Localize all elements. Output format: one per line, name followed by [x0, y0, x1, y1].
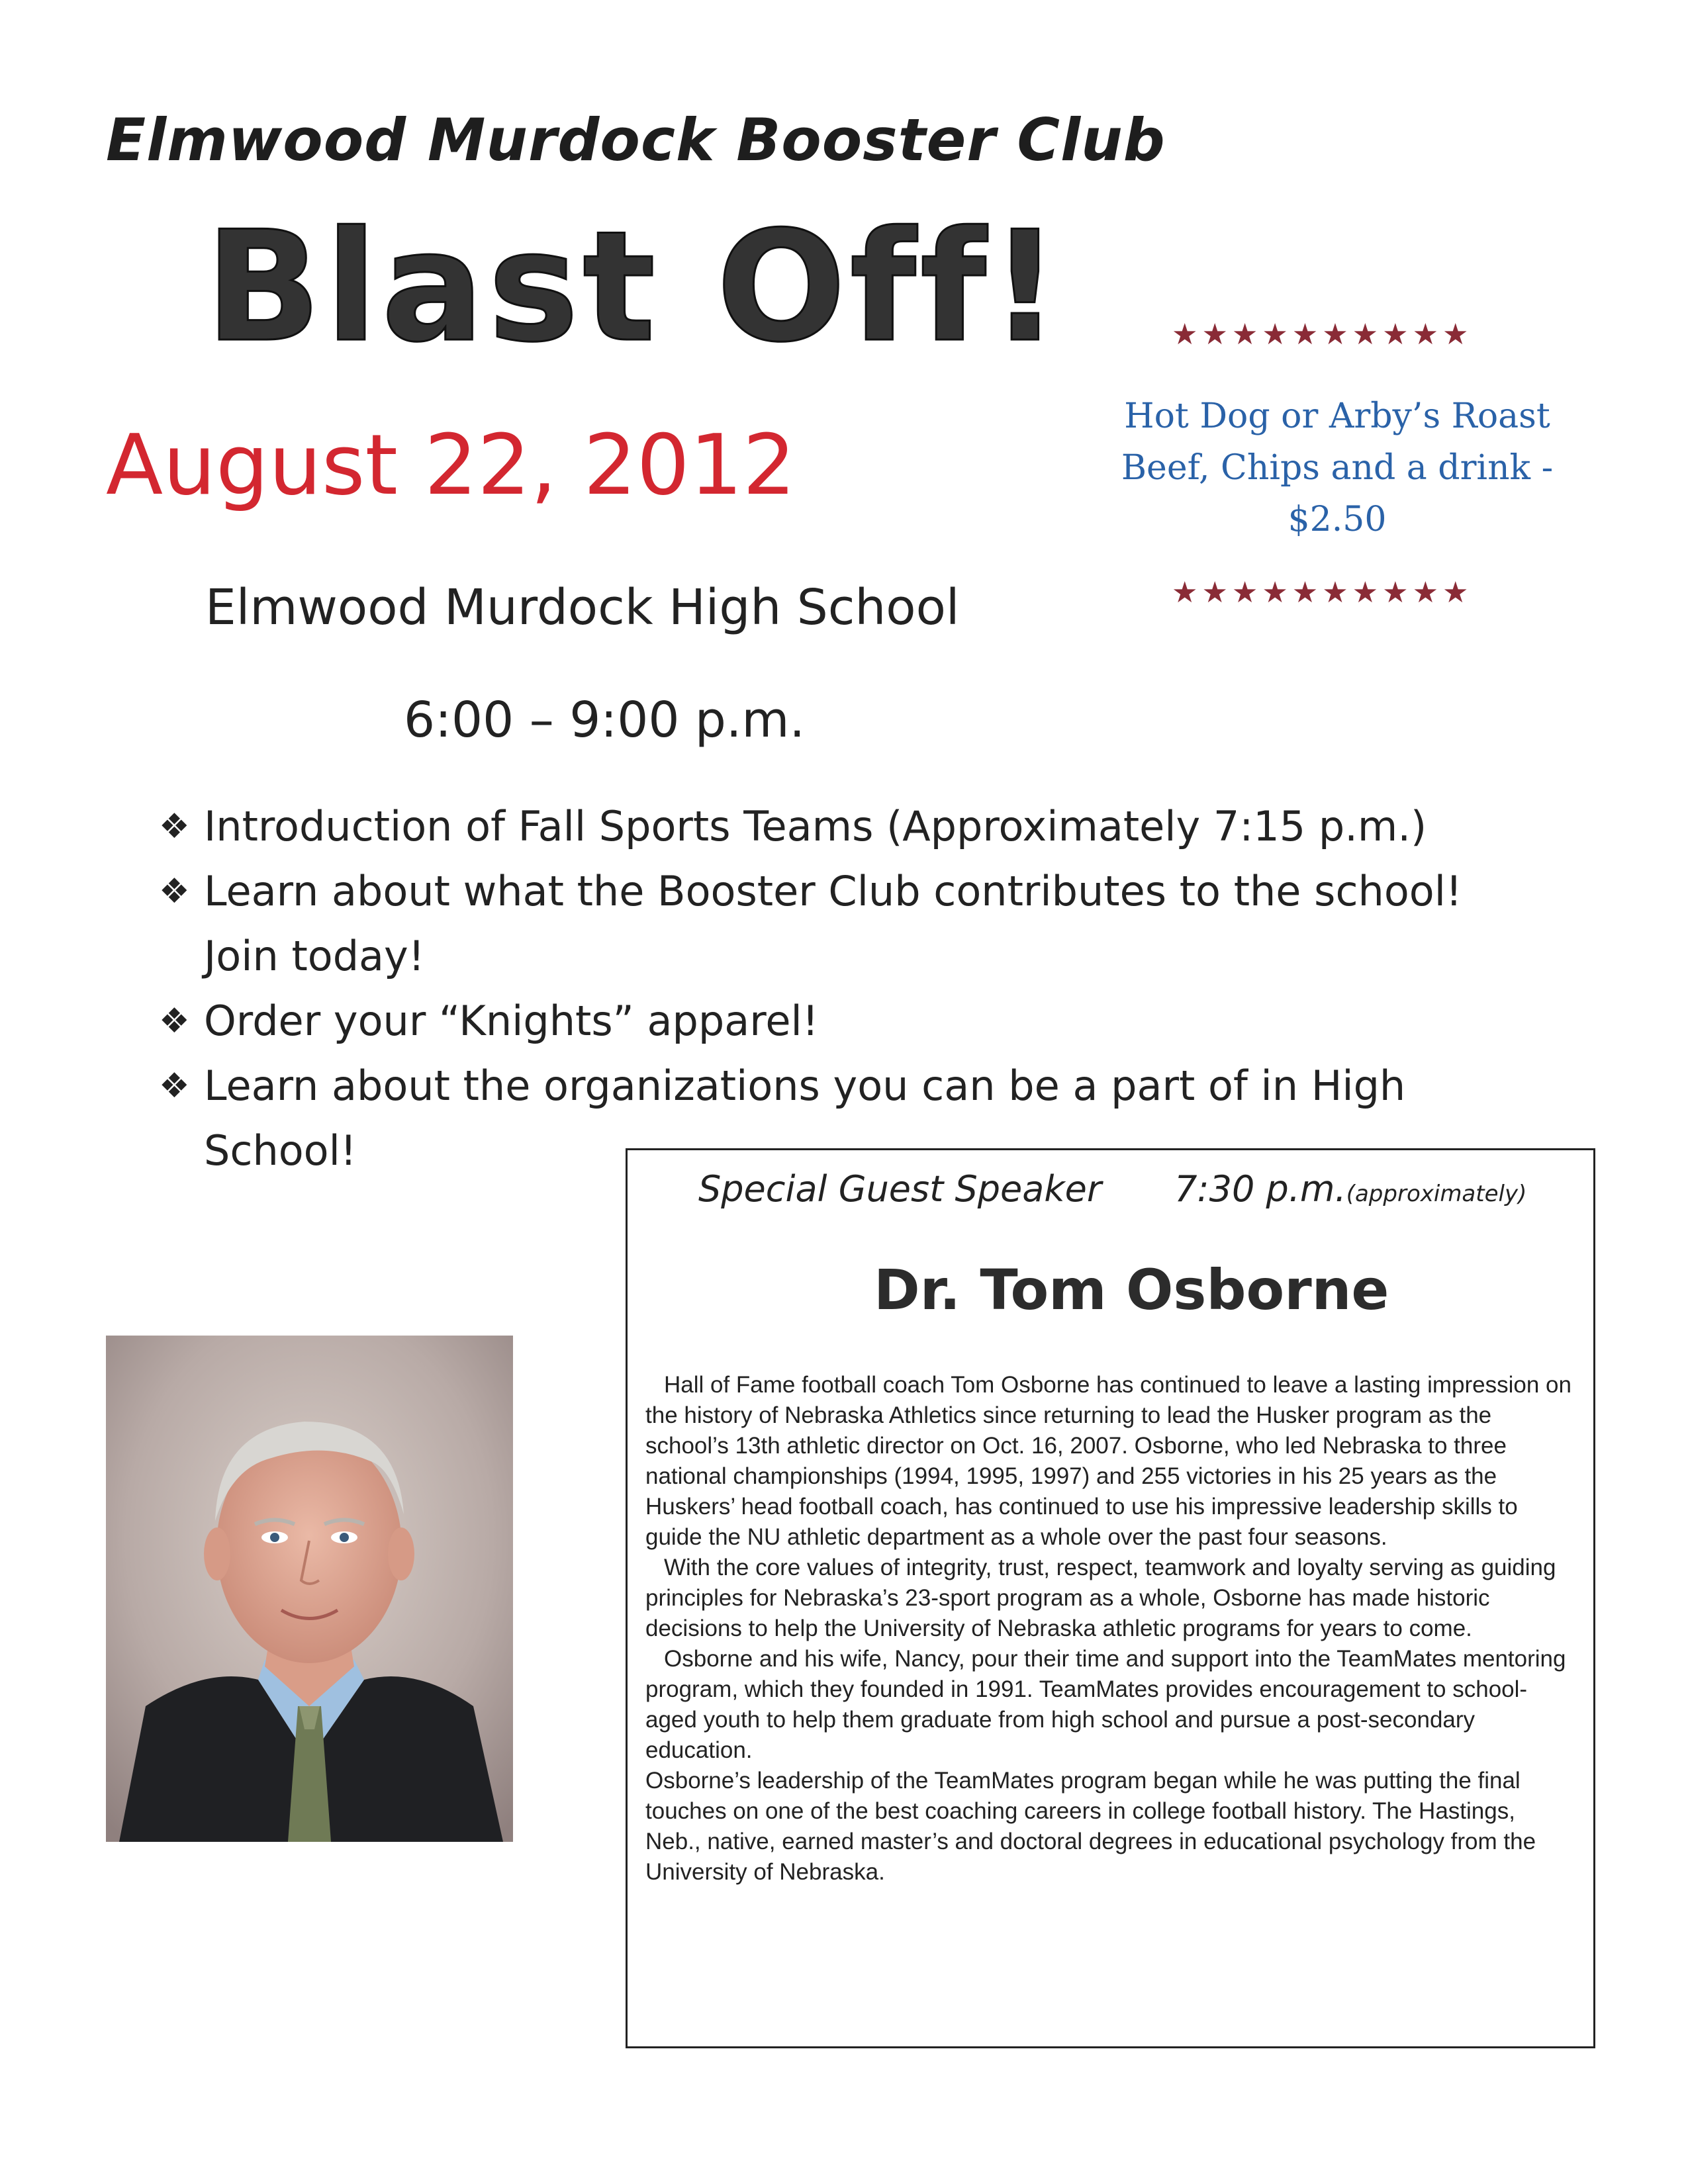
highlight-text: Learn about what the Booster Club contributes to the school! Join today! [204, 867, 1462, 980]
bio-paragraph: Osborne and his wife, Nancy, pour their time and support into the TeamMates mentoring program, which they founded in 1991. TeamMates provides encouragement to school-aged youth to help them graduate from high school and pursue a post-secondary education. [645, 1646, 1566, 1763]
event-time: 6:00 – 9:00 p.m. [404, 692, 806, 749]
highlight-item [159, 859, 1549, 989]
highlight-text: Introduction of Fall Sports Teams (Approximately 7:15 p.m.) [204, 802, 1427, 850]
club-name: Elmwood Murdock Booster Club [106, 106, 1166, 174]
star-divider-top: ★★★★★★★★★★ [1172, 318, 1473, 351]
speaker-bio [645, 1370, 1575, 1888]
bio-paragraph: Hall of Fame football coach Tom Osborne has continued to leave a lasting impression on the history of Nebraska Athletics since returning to lead the Husker program as the school’s 13th athletic director on Oct. 16, 2007. Osborne, who led Nebraska to three national championships (1994, 1995, 1997) and 255 victories in his 25 years as the Huskers’ head football coach, has continued to use his impressive leadership skills to guide the NU athletic department as a whole over the past four seasons. [645, 1372, 1571, 1550]
star-divider-bottom: ★★★★★★★★★★ [1172, 576, 1473, 610]
speaker-time: 7:30 p.m. [1174, 1168, 1346, 1210]
diamond-bullet-icon: ❖ [159, 872, 190, 911]
event-date: August 22, 2012 [106, 416, 796, 514]
highlight-text: Order your “Knights” apparel! [204, 997, 819, 1045]
event-venue: Elmwood Murdock High School [205, 579, 960, 636]
highlight-item [159, 794, 1549, 859]
guest-speaker-line [698, 1168, 1526, 1210]
food-offer: Hot Dog or Arby’s Roast Beef, Chips and a drink - $2.50 [1121, 396, 1554, 539]
speaker-name: Dr. Tom Osborne [874, 1257, 1389, 1322]
diamond-bullet-icon: ❖ [159, 1001, 190, 1041]
diamond-bullet-icon: ❖ [159, 1066, 190, 1106]
highlight-item [159, 989, 1549, 1054]
diamond-bullet-icon: ❖ [159, 807, 190, 846]
speaker-time-note: (approximately) [1346, 1181, 1527, 1207]
guest-speaker-label: Special Guest Speaker [698, 1168, 1102, 1210]
highlights-list [159, 794, 1549, 1183]
event-headline: Blast Off! [205, 199, 1064, 376]
speaker-photo [106, 1336, 513, 1842]
bio-paragraph: With the core values of integrity, trust, respect, teamwork and loyalty serving as guiding principles for Nebraska’s 23-sport program as a whole, Osborne has made historic decisions to help the University of Nebraska athletic programs for years to come. [645, 1555, 1556, 1641]
highlight-text: Learn about the organizations you can be a part of in High School! [204, 1062, 1406, 1175]
bio-paragraph: Osborne’s leadership of the TeamMates program began while he was putting the final touches on one of the best coaching careers in college football history. The Hastings, Neb., native, earned master’s and doctoral degrees in educational psychology from the University of Nebraska. [645, 1768, 1536, 1885]
